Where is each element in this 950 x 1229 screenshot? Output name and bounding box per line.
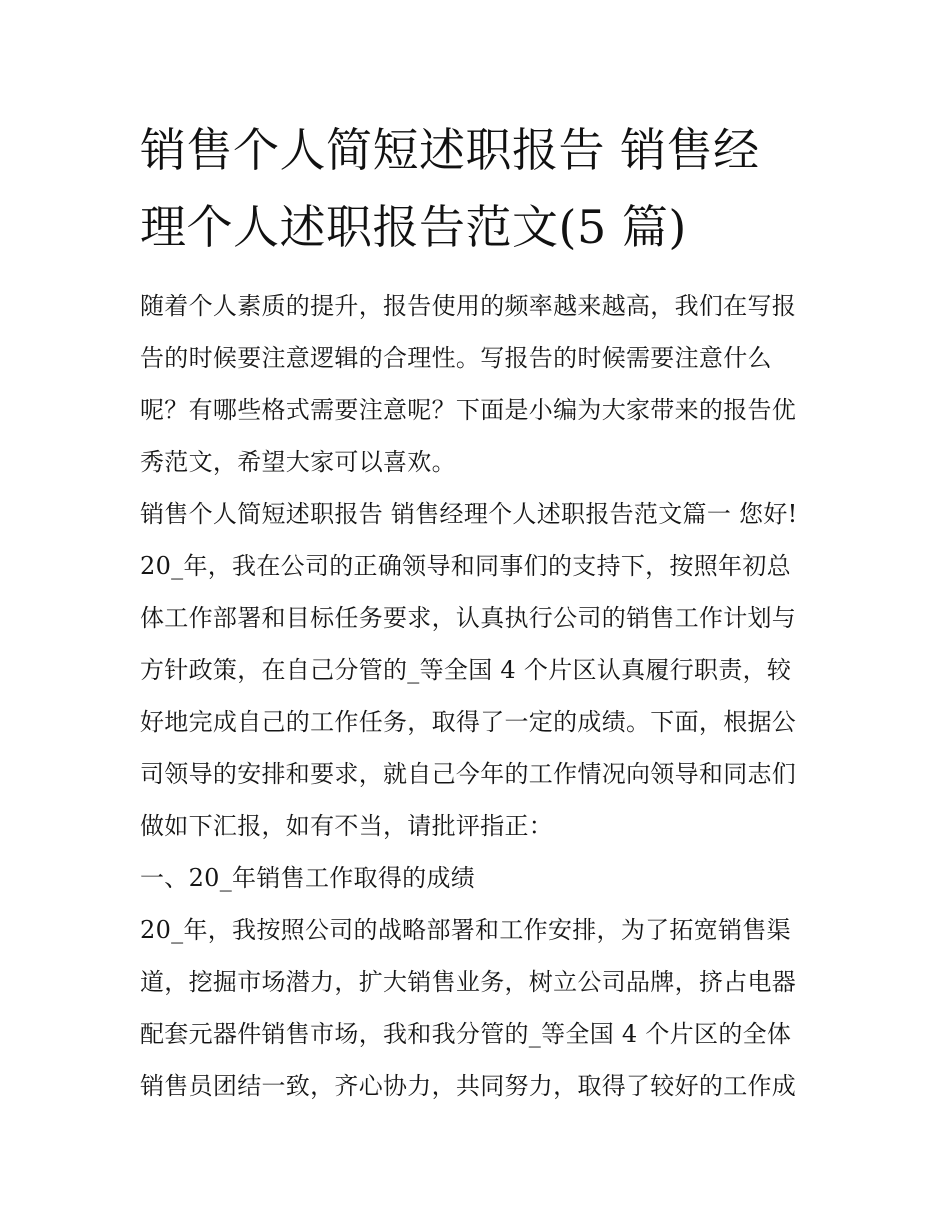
body-line: 体工作部署和目标任务要求，认真执行公司的销售工作计划与 <box>140 604 797 632</box>
body-line: 告的时候要注意逻辑的合理性。写报告的时候需要注意什么 <box>140 344 772 372</box>
body-line: 呢？有哪些格式需要注意呢？下面是小编为大家带来的报告优 <box>140 396 797 424</box>
title-line: 销售个人简短述职报告 销售经 <box>140 123 760 177</box>
body-line: 方针政策，在自己分管的_等全国 4 个片区认真履行职责，较 <box>140 656 792 684</box>
title-line: 理个人述职报告范文(5 篇) <box>140 200 687 254</box>
body-line: 随着个人素质的提升，报告使用的频率越来越高，我们在写报 <box>140 292 797 320</box>
body-line: 配套元器件销售市场，我和我分管的_等全国 4 个片区的全体 <box>140 1020 792 1048</box>
body-line: 做如下汇报，如有不当，请批评指正： <box>140 812 554 840</box>
body-line: 秀范文，希望大家可以喜欢。 <box>140 448 456 476</box>
section-heading: 一、20_年销售工作取得的成绩 <box>140 864 476 892</box>
body-line: 20_年，我按照公司的战略部署和工作安排，为了拓宽销售渠 <box>140 916 791 944</box>
body-line: 20_年，我在公司的正确领导和同事们的支持下，按照年初总 <box>140 552 791 580</box>
document-title <box>140 112 820 266</box>
body-line: 销售个人简短述职报告 销售经理个人述职报告范文篇一 您好! <box>140 500 798 528</box>
body-line: 销售员团结一致，齐心协力，共同努力，取得了较好的工作成 <box>140 1072 797 1100</box>
body-line: 司领导的安排和要求，就自己今年的工作情况向领导和同志们 <box>140 760 797 788</box>
body-line: 好地完成自己的工作任务，取得了一定的成绩。下面，根据公 <box>140 708 797 736</box>
document-body <box>140 280 830 1112</box>
body-line: 道，挖掘市场潜力，扩大销售业务，树立公司品牌，挤占电器 <box>140 968 797 996</box>
